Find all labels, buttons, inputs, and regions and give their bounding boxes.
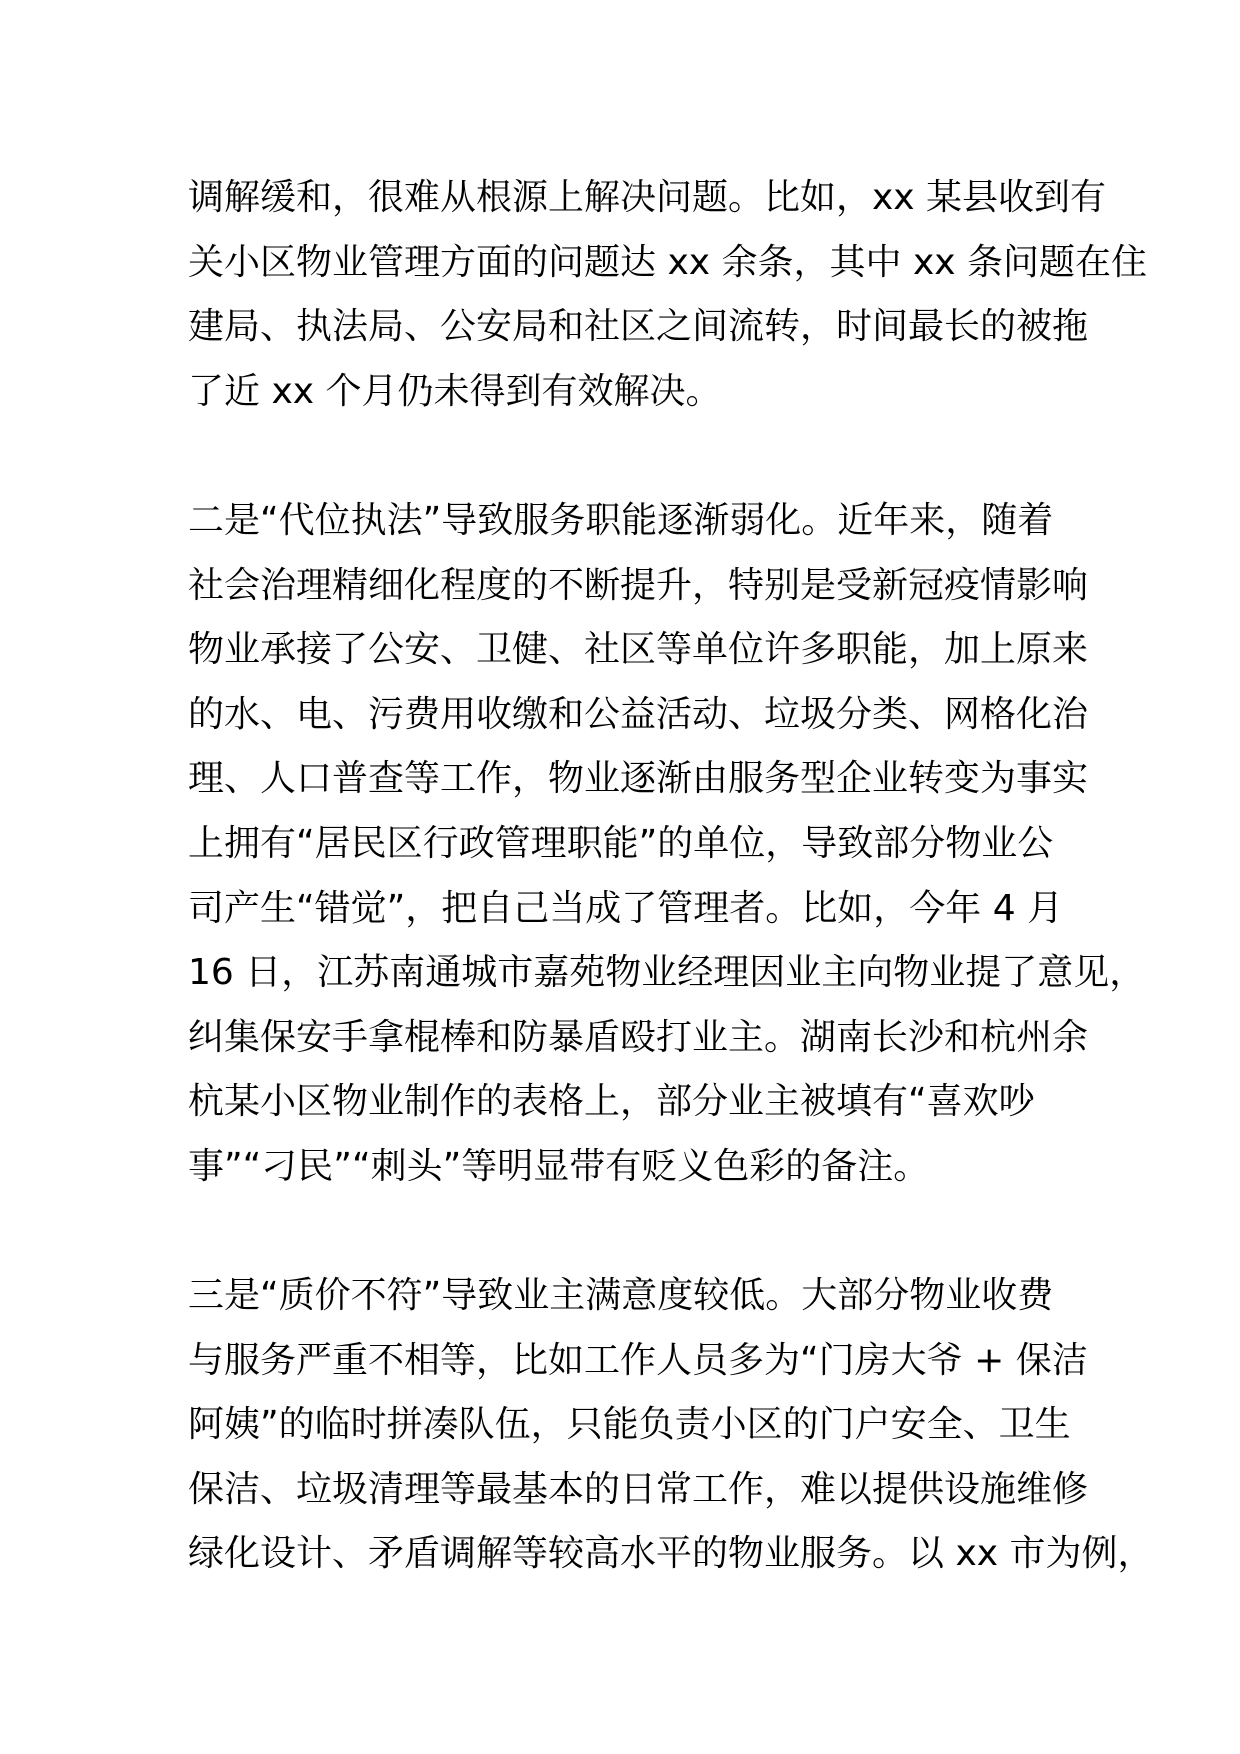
text-line: 保洁、垃圾清理等最基本的日常工作，难以提供设施维修 (188, 1468, 1089, 1510)
text-line: 与服务严重不相等，比如工作人员多为“门房大爷 + 保洁 (188, 1339, 1088, 1381)
text-line: 事”“刁民”“刺头”等明显带有贬义色彩的备注。 (188, 1145, 930, 1187)
text-line: 阿姨”的临时拼凑队伍，只能负责小区的门户安全、卫生 (188, 1404, 1071, 1446)
text-line: 绿化设计、矛盾调解等较高水平的物业服务。以 xx 市为例， (188, 1533, 1154, 1575)
text-line: 16 日，江苏南通城市嘉苑物业经理因业主向物业提了意见， (188, 952, 1146, 994)
text-line: 二是“代位执法”导致服务职能逐渐弱化。近年来，随着 (188, 499, 1054, 541)
text-line: 社会治理精细化程度的不断提升，特别是受新冠疫情影响 (188, 564, 1089, 606)
text-line: 三是“质价不符”导致业主满意度较低。大部分物业收费 (188, 1275, 1054, 1317)
text-line: 物业承接了公安、卫健、社区等单位许多职能，加上原来 (188, 629, 1089, 671)
text-line: 司产生“错觉”，把自己当成了管理者。比如，今年 4 月 (188, 887, 1064, 929)
text-line: 理、人口普查等工作，物业逐渐由服务型企业转变为事实 (188, 758, 1089, 800)
text-line: 关小区物业管理方面的问题达 xx 余条，其中 xx 条问题在住 (188, 241, 1147, 283)
text-line: 的水、电、污费用收缴和公益活动、垃圾分类、网格化治 (188, 693, 1089, 735)
text-line: 纠集保安手拿棍棒和防暴盾殴打业主。湖南长沙和杭州余 (188, 1016, 1089, 1058)
text-line: 上拥有“居民区行政管理职能”的单位，导致部分物业公 (188, 822, 1054, 864)
text-line: 建局、执法局、公安局和社区之间流转，时间最长的被拖 (188, 306, 1089, 348)
paragraph-point-two (188, 489, 1146, 1200)
text-line: 了近 xx 个月仍未得到有效解决。 (188, 370, 722, 412)
text-line: 调解缓和，很难从根源上解决问题。比如，xx 某县收到有 (188, 177, 1107, 218)
text-line: 杭某小区物业制作的表格上，部分业主被填有“喜欢吵 (188, 1081, 1035, 1123)
paragraph-point-three (188, 1264, 1154, 1587)
paragraph-continued (188, 166, 1147, 424)
document-body (188, 166, 1154, 1587)
